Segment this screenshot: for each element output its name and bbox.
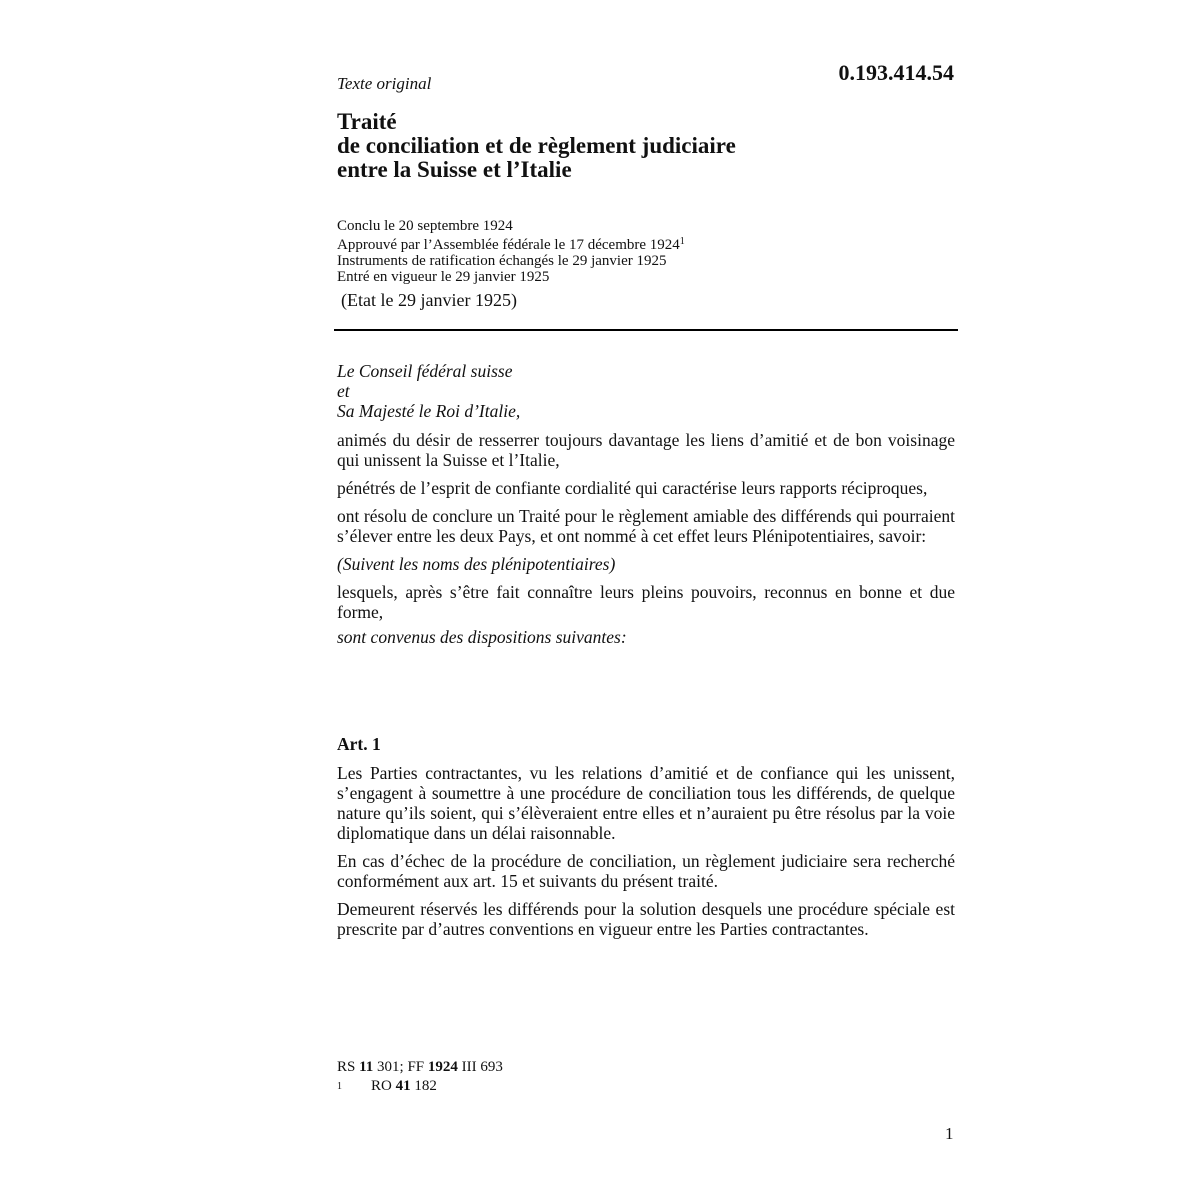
- footnote-ref: 1: [679, 236, 685, 247]
- footnote-text: [371, 1077, 437, 1096]
- conjunction: et: [337, 381, 350, 401]
- title-line-1: Traité: [337, 109, 397, 134]
- preamble-paragraph: ont résolu de conclure un Traité pour le règlement amiable des différends qui pourraient s’élever entre les deux Pays, et ont nommé à cet effet leurs Plénipotentiaires, savoir:: [337, 506, 955, 546]
- preamble-paragraph: pénétrés de l’esprit de confiante cordialité qui caractérise leurs rapports réciproques,: [337, 478, 928, 498]
- treaty-metadata: [337, 218, 955, 285]
- article-paragraph: En cas d’échec de la procédure de conciliation, un règlement judiciaire sera recherché conformément aux art. 15 et suivants du présent traité.: [337, 851, 955, 891]
- entry-into-force: Entré en vigueur le 29 janvier 1925: [337, 269, 550, 285]
- title-line-3: entre la Suisse et l’Italie: [337, 157, 572, 182]
- ref-rs-volume: 11: [359, 1059, 374, 1075]
- ratification-date: Instruments de ratification échangés le 29 janvier 1925: [337, 253, 667, 269]
- party-1: Le Conseil fédéral suisse: [337, 361, 513, 381]
- footnotes: [337, 1058, 955, 1096]
- ref-rs-label: RS: [337, 1059, 360, 1075]
- footnote-mark: 1: [337, 1081, 342, 1092]
- reference-line: [337, 1058, 955, 1077]
- footnote-1: [337, 1077, 955, 1096]
- approval-text: Approuvé par l’Assemblée fédérale le 17 décembre 1924: [337, 237, 680, 253]
- article-paragraph: Demeurent réservés les différends pour la solution desquels une procédure spéciale est prescrite par d’autres conventions en vigueur entre les Parties contractantes.: [337, 899, 955, 939]
- concluded-date: Conclu le 20 septembre 1924: [337, 218, 513, 234]
- fn-ro-volume: 41: [395, 1078, 411, 1094]
- status-date: (Etat le 29 janvier 1925): [341, 290, 517, 310]
- party-2: Sa Majesté le Roi d’Italie,: [337, 401, 521, 421]
- sr-number: 0.193.414.54: [838, 60, 954, 85]
- article-1: [337, 734, 955, 947]
- document-title: [337, 110, 955, 182]
- ref-ff-rest: III 693: [457, 1059, 503, 1075]
- preamble-closing: sont convenus des dispositions suivantes:: [337, 627, 627, 647]
- header-divider: [334, 329, 958, 331]
- title-line-2: de conciliation et de règlement judiciaire: [337, 133, 736, 158]
- plenipotentiaries-note: (Suivent les noms des plénipotentiaires): [337, 554, 616, 574]
- article-heading: Art. 1: [337, 734, 381, 754]
- ref-rs-page: 301; FF: [373, 1059, 428, 1075]
- fn-ro-page: 182: [410, 1078, 437, 1094]
- fn-ro-label: RO: [371, 1078, 396, 1094]
- article-paragraph: Les Parties contractantes, vu les relations d’amitié et de confiance qui les unissent, s’engagent à soumettre à une procédure de conciliation tous les différends, de quelque nature qu’ils soient, qui s’élèveraient entre elles et n’auraient pu être résolus par la voie diplomatique dans un délai raisonnable.: [337, 763, 955, 843]
- page-number: 1: [945, 1124, 954, 1143]
- approval-date: [337, 234, 955, 253]
- preamble-paragraph: animés du désir de resserrer toujours davantage les liens d’amitié et de bon voisinage qui unissent la Suisse et l’Italie,: [337, 430, 955, 470]
- ref-ff-year: 1924: [427, 1059, 458, 1075]
- original-text-label: Texte original: [337, 74, 432, 93]
- preamble: [337, 361, 955, 655]
- preamble-paragraph: lesquels, après s’être fait connaître leurs pleins pouvoirs, reconnus en bonne et due forme,: [337, 582, 955, 622]
